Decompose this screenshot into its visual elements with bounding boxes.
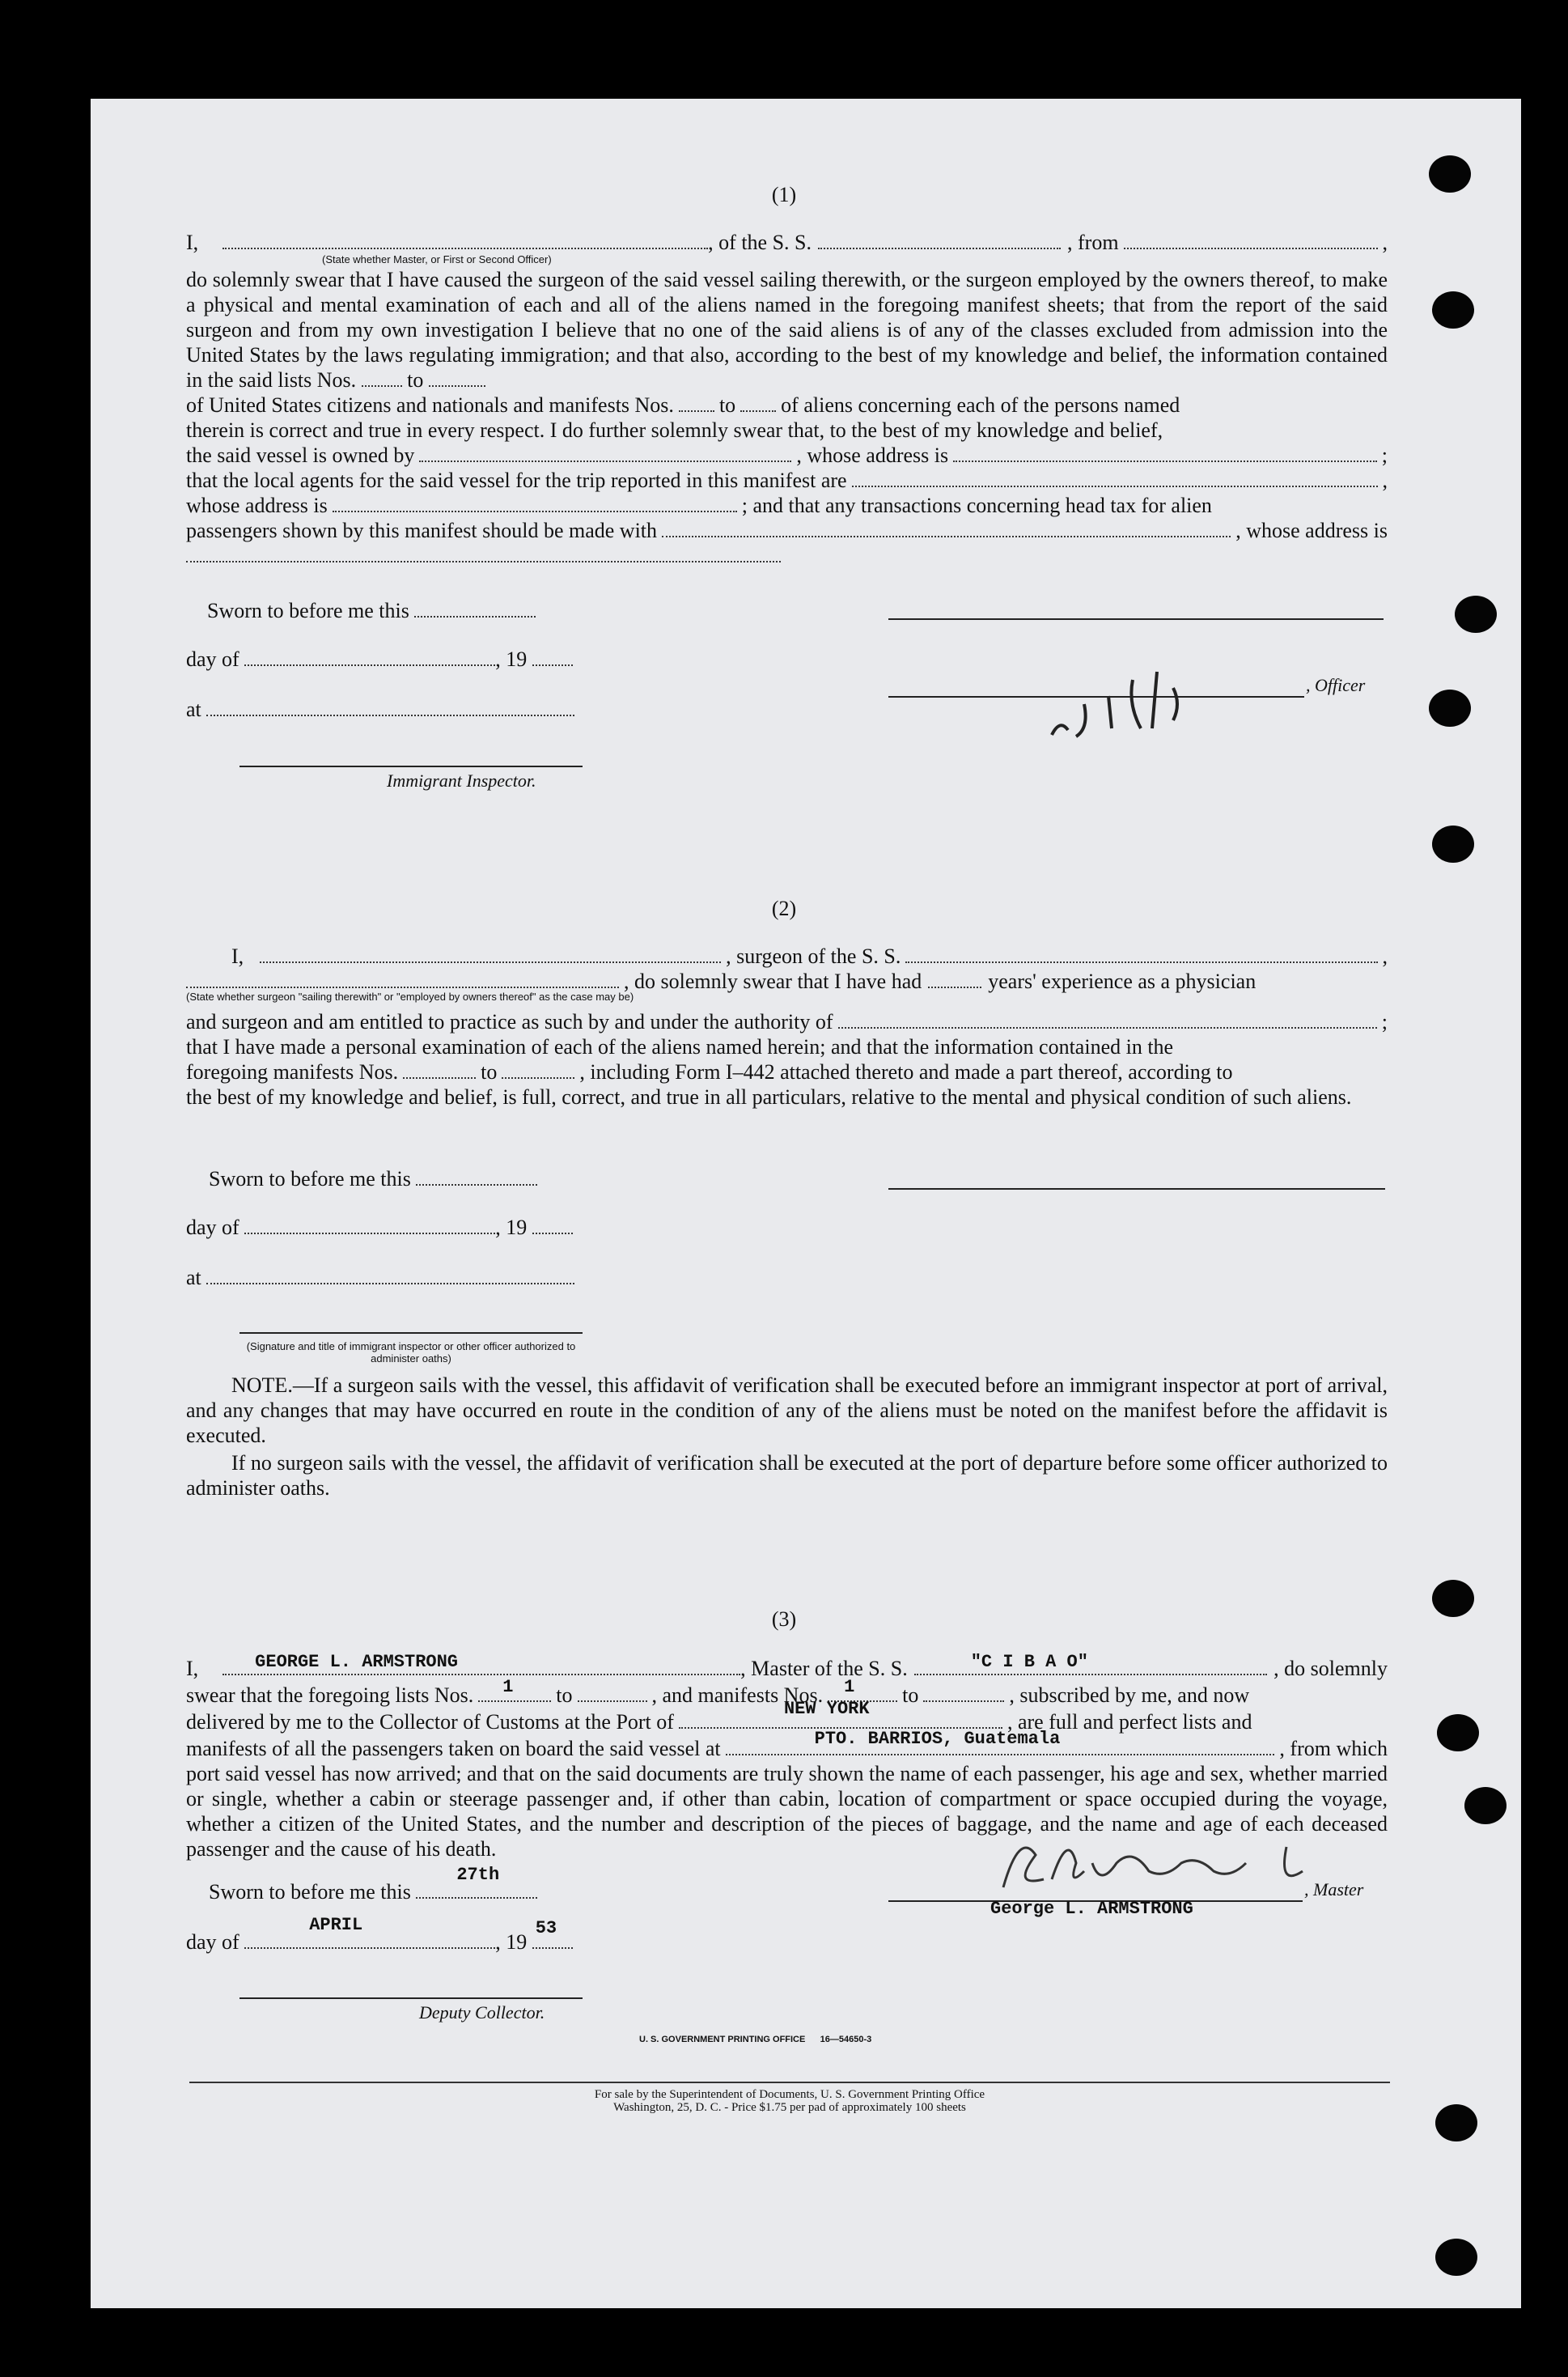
label-to: to <box>556 1683 573 1707</box>
year-prefix: , 19 <box>495 1216 528 1239</box>
master-note: (State whether Master, or First or Second Officer) <box>322 253 552 265</box>
head-tax-address-field[interactable] <box>186 545 781 562</box>
port-label: delivered by me to the Collector of Customs at the Port of <box>186 1710 674 1734</box>
agents-address-field[interactable] <box>333 495 737 512</box>
surgeon-type-field[interactable] <box>186 970 619 988</box>
manifests-label: , and manifests Nos. <box>651 1683 824 1707</box>
gpo-code: U. S. GOVERNMENT PRINTING OFFICE 16—54650-3 <box>639 2035 872 2044</box>
day-of-2 <box>186 1216 573 1240</box>
year-field[interactable] <box>532 1918 573 1949</box>
lists-from-field[interactable] <box>478 1677 551 1702</box>
surgeon-name-field[interactable] <box>260 945 721 963</box>
officer-signature-line-top[interactable] <box>888 617 1384 620</box>
note-1: NOTE.—If a surgeon sails with the vessel, this affidavit of verification shall be executed before an immigrant inspector at port of arrival, and any changes that may have occurred en route in the condition of any of the aliens must be noted on the manifest before the affidavit is executed. <box>186 1373 1388 1447</box>
inspector-signature-line[interactable] <box>239 764 583 767</box>
correct-text: therein is correct and true in every respect. I do further solemnly swear that, to the best of my knowledge and belief, <box>186 418 1163 442</box>
label-to: to <box>902 1683 919 1707</box>
inspector-label: Immigrant Inspector. <box>387 770 536 791</box>
master-name-field[interactable] <box>222 1654 740 1675</box>
authority-label: and surgeon and am entitled to practice as such by and under the authority of <box>186 1010 833 1034</box>
manifests-to-field[interactable] <box>740 394 776 412</box>
punch-hole <box>1464 1787 1507 1824</box>
subscribed-label: , subscribed by me, and now <box>1009 1683 1250 1707</box>
head-tax-agent-field[interactable] <box>662 520 1231 537</box>
year-value: 53 <box>535 1918 557 1938</box>
whose-address-label: , whose address is <box>1235 519 1388 542</box>
sworn-2 <box>209 1167 537 1191</box>
month-field[interactable] <box>244 1216 495 1234</box>
form-text: , including Form I–442 attached thereto and made a part thereof, according to <box>579 1060 1233 1084</box>
label-i: I, <box>231 944 244 968</box>
sworn-label: Sworn to before me this <box>207 599 409 622</box>
ship-value: "C I B A O" <box>970 1652 1088 1672</box>
day-of-3 <box>186 1915 573 1955</box>
label-of-ss: , of the S. S. <box>708 231 812 254</box>
manifests-to-field[interactable] <box>502 1061 574 1079</box>
footer-rule <box>189 2082 1390 2083</box>
examination-text: that I have made a personal examination of each of the aliens named herein; and that the information contained in the <box>186 1035 1174 1059</box>
master-label: , Master <box>1304 1879 1364 1899</box>
sworn-day-value: 27th <box>456 1865 500 1885</box>
sworn-label: Sworn to before me this <box>209 1880 411 1904</box>
manifests-to-field[interactable] <box>923 1684 1004 1702</box>
day-of-label: day of <box>186 647 239 671</box>
comma: , <box>1382 944 1388 968</box>
solemnly-label: , do solemnly <box>1273 1657 1388 1680</box>
port-value: NEW YORK <box>783 1699 870 1719</box>
label-to: to <box>718 393 736 417</box>
owned-by-label: the said vessel is owned by <box>186 444 415 467</box>
lists-from-value: 1 <box>502 1677 514 1697</box>
ship-field[interactable] <box>914 1654 1267 1675</box>
lists-from-field[interactable] <box>362 369 402 387</box>
footer <box>189 2088 1390 2114</box>
agents-label: that the local agents for the said vessel for the trip reported in this manifest are <box>186 469 847 492</box>
master-of-label: , Master of the S. S. <box>740 1657 908 1680</box>
officer-label: , Officer <box>1306 675 1366 695</box>
ship-name-field[interactable] <box>818 231 1061 249</box>
collector-signature-line[interactable] <box>239 1996 583 1999</box>
punch-hole <box>1455 596 1497 633</box>
manifests-from-field[interactable] <box>679 394 714 412</box>
master-name-value: GEORGE L. ARMSTRONG <box>255 1652 459 1672</box>
day-of-label: day of <box>186 1930 239 1954</box>
day-of-label: day of <box>186 1216 239 1239</box>
owner-address-field[interactable] <box>953 444 1377 462</box>
section-2-number: (2) <box>771 897 797 920</box>
swear-label: , do solemnly swear that I have had <box>624 970 922 993</box>
section-2 <box>186 944 1388 1110</box>
sworn-1 <box>207 599 536 623</box>
year-prefix: , 19 <box>495 1930 528 1954</box>
note-2: If no surgeon sails with the vessel, the affidavit of verification shall be executed at the port of departure before some officer authorized to administer oaths. <box>186 1451 1388 1500</box>
sworn-day-field[interactable] <box>414 600 536 618</box>
deputy-label: Deputy Collector. <box>419 2002 545 2023</box>
surgeon-ss-label: , surgeon of the S. S. <box>726 944 901 968</box>
year-field[interactable] <box>532 1216 573 1234</box>
departure-port-field[interactable] <box>726 1729 1275 1755</box>
sworn-day-field[interactable] <box>416 1865 537 1899</box>
sworn-label: Sworn to before me this <box>209 1167 411 1191</box>
officer-signature-mark <box>1036 647 1246 753</box>
footer-line-1: For sale by the Superintendent of Documents, U. S. Government Printing Office <box>594 2088 985 2101</box>
lists-label: swear that the foregoing lists Nos. <box>186 1683 474 1707</box>
punch-hole <box>1435 2239 1477 2276</box>
lists-to-field[interactable] <box>429 369 485 387</box>
surgeon-note: (State whether surgeon "sailing therewith" or "employed by owners thereof" as the case may be) <box>186 991 634 1003</box>
from-port-field[interactable] <box>1124 231 1378 249</box>
punch-hole <box>1432 826 1474 863</box>
at-label: at <box>186 698 201 721</box>
year-prefix: , 19 <box>495 647 528 671</box>
agents-field[interactable] <box>852 469 1378 487</box>
head-tax-text: ; and that any transactions concerning head tax for alien <box>741 494 1212 517</box>
month-field[interactable] <box>244 648 495 666</box>
surgeon-signature-line[interactable] <box>888 1186 1385 1190</box>
aliens-text: of aliens concerning each of the persons named <box>781 393 1180 417</box>
at-1 <box>186 698 574 722</box>
comma: , <box>1382 231 1388 254</box>
month-value: APRIL <box>309 1915 363 1935</box>
punch-hole <box>1437 1714 1479 1751</box>
section-3-body: port said vessel has now arrived; and that on the said documents are truly shown the name of each passenger, his age and sex, whether married or single, whether a cabin or steerage passenger and, if other than cabin, location of compartment or space occupied during the voyage, whether a citizen of the United States, and the number and description of the pieces of baggage, and the name and age of each deceased passenger and the cause of his death. <box>186 1762 1388 1861</box>
passengers-label: passengers shown by this manifest should be made with <box>186 519 658 542</box>
sig-note: (Signature and title of immigrant inspector or other officer authorized to administer oaths) <box>246 1340 576 1365</box>
year-field[interactable] <box>532 648 573 666</box>
month-field[interactable] <box>244 1915 495 1949</box>
section-1-number: (1) <box>771 183 797 206</box>
sworn-day-field[interactable] <box>416 1168 537 1186</box>
label-to: to <box>407 368 424 392</box>
owner-field[interactable] <box>419 444 791 462</box>
manifests-from-value: 1 <box>844 1677 855 1697</box>
at-2 <box>186 1266 574 1290</box>
oath-text: do solemnly swear that I have caused the surgeon of the said vessel sailing therewith, or the surgeon employed by the owners thereof, to make a physical and mental examination of each and all of the aliens named in the foregoing manifest sheets; that from the report of the said surgeon and from my own investigation I believe that no one of the said aliens is of any of the classes excluded from admission into the United States by the laws regulating immigration; and that also, according to the best of my knowledge and belief, the information contained in the said lists Nos. <box>186 268 1388 392</box>
master-typed-name: George L. ARMSTRONG <box>990 1899 1193 1919</box>
whose-address-label: whose address is <box>186 494 328 517</box>
master-signature <box>987 1831 1327 1904</box>
officer-rank-field[interactable] <box>222 231 708 249</box>
footer-line-2: Washington, 25, D. C. - Price $1.75 per pad of approximately 100 sheets <box>613 2101 966 2114</box>
semicolon: ; <box>1381 444 1388 467</box>
day-of-1 <box>186 647 573 672</box>
place-field[interactable] <box>206 1267 574 1284</box>
perfect-lists-label: , are full and perfect lists and <box>1006 1710 1252 1734</box>
label-i: I, <box>186 231 199 254</box>
authority-field[interactable] <box>838 1011 1377 1029</box>
punch-hole <box>1429 690 1471 727</box>
citizens-text: of United States citizens and nationals and manifests Nos. <box>186 393 674 417</box>
years-label: years' experience as a physician <box>988 970 1257 993</box>
lists-to-field[interactable] <box>578 1684 647 1702</box>
manifests-from-field[interactable] <box>403 1061 476 1079</box>
section-1-body <box>186 267 1388 393</box>
place-field[interactable] <box>206 698 574 716</box>
label-i: I, <box>186 1657 199 1680</box>
taken-aboard-label: manifests of all the passengers taken on board the said vessel at <box>186 1737 721 1760</box>
surgeon-ship-field[interactable] <box>905 945 1377 963</box>
section-1 <box>186 230 1388 562</box>
whose-address-label: , whose address is <box>796 444 949 467</box>
manifests-label: foregoing manifests Nos. <box>186 1060 399 1084</box>
comma: , <box>1382 469 1388 492</box>
departure-port-value: PTO. BARRIOS, Guatemala <box>814 1729 1061 1749</box>
label-from: , from <box>1067 231 1119 254</box>
sworn-3 <box>209 1865 537 1904</box>
section-3-number: (3) <box>771 1607 797 1631</box>
label-to: to <box>481 1060 498 1084</box>
at-label: at <box>186 1266 201 1289</box>
years-field[interactable] <box>928 970 981 988</box>
from-which-label: , from which <box>1279 1737 1388 1760</box>
punch-hole <box>1435 2104 1477 2141</box>
punch-hole <box>1432 291 1474 329</box>
inspector-signature-line[interactable] <box>239 1331 583 1334</box>
semicolon: ; <box>1381 1010 1388 1034</box>
knowledge-text: the best of my knowledge and belief, is full, correct, and true in all particulars, relative to the mental and physical condition of such aliens. <box>186 1085 1352 1109</box>
